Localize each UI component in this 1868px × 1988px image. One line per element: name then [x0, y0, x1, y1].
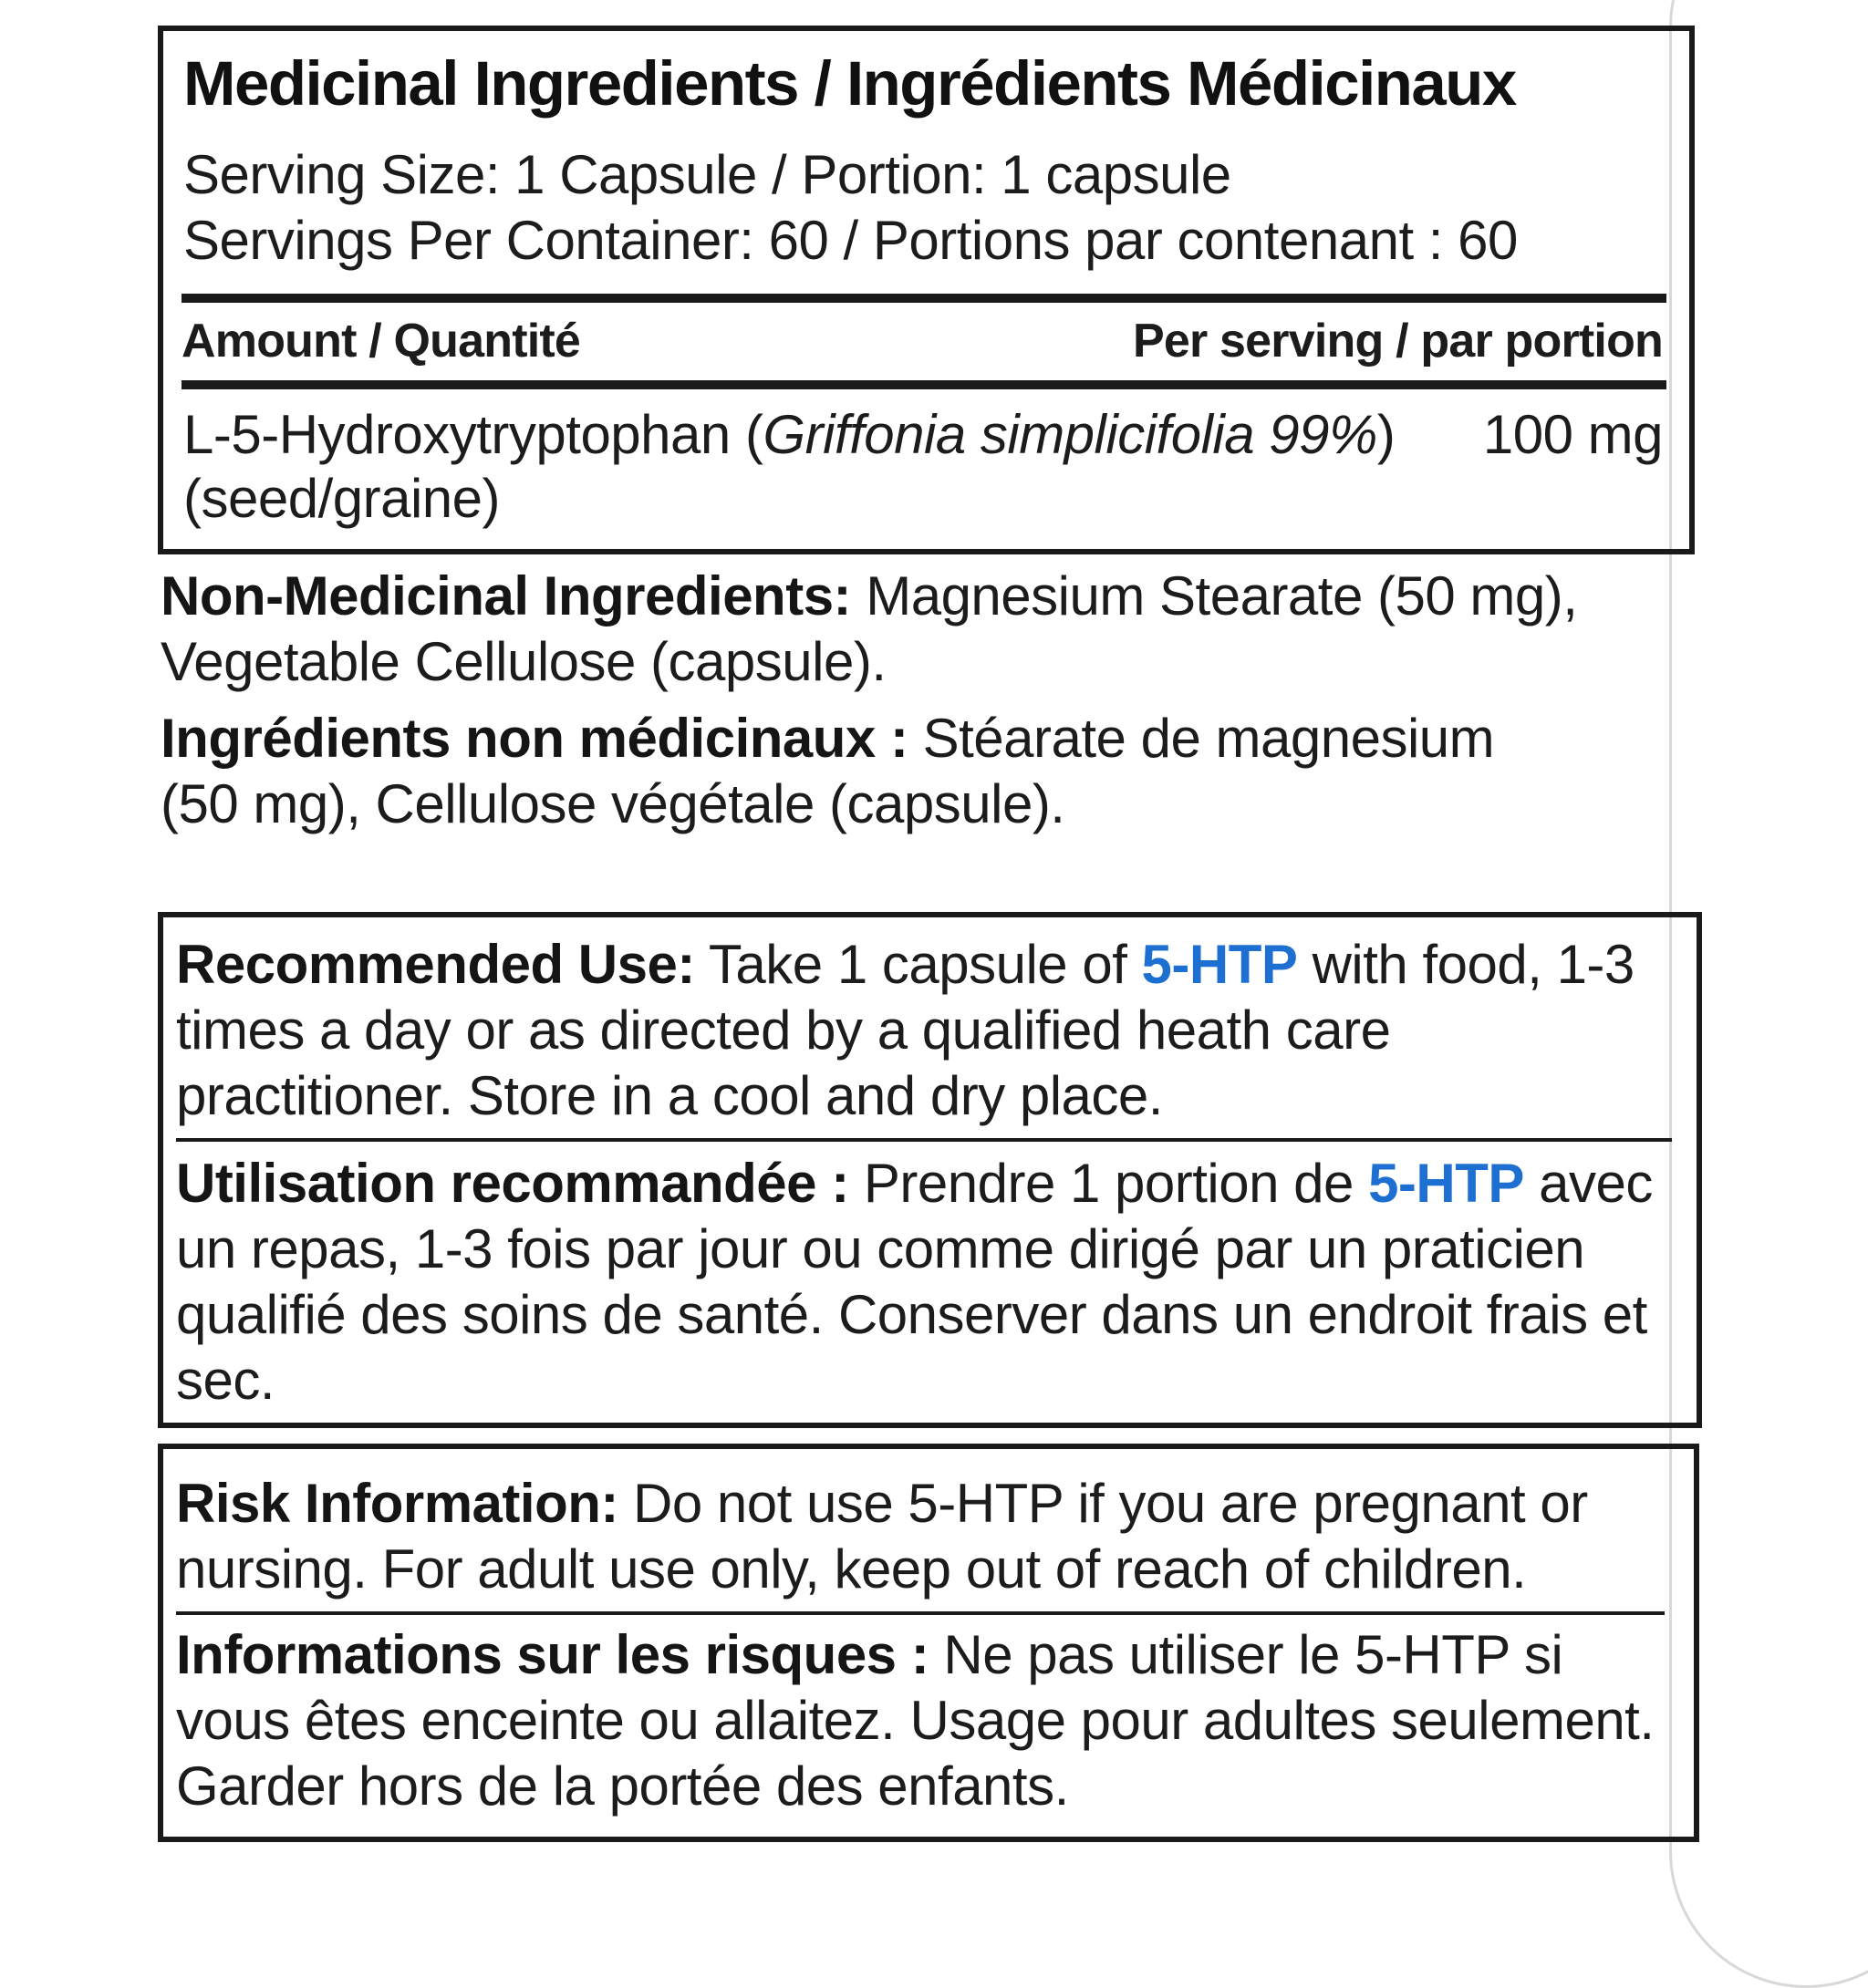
- non-medicinal-en-label: Non-Medicinal Ingredients:: [161, 565, 852, 626]
- risk-information-panel: [158, 1444, 1699, 1842]
- per-serving-column-header: Per serving / par portion: [1132, 315, 1663, 368]
- risk-information-fr: Informations sur les risques : Ne pas utiliser le 5-HTP si vous êtes enceinte ou allaitez. Usage pour adultes seulement. Garder hors de la portée des enfants.: [176, 1624, 1655, 1817]
- column-divider: [182, 380, 1666, 389]
- amount-column-header: Amount / Quantité: [182, 315, 581, 368]
- product-name-highlight: 5-HTP: [1368, 1153, 1524, 1214]
- servings-per-container: Servings Per Container: 60 / Portions par contenant : 60: [183, 210, 1518, 271]
- product-name-highlight: 5-HTP: [1141, 934, 1298, 995]
- recommended-use-fr-label: Utilisation recommandée :: [176, 1153, 849, 1214]
- non-medicinal-fr-label: Ingrédients non médicinaux :: [161, 708, 908, 769]
- non-medicinal-en: Non-Medicinal Ingredients: Magnesium Stearate (50 mg), Vegetable Cellulose (capsule).: [161, 565, 1578, 692]
- medicinal-ingredients-panel: [158, 26, 1695, 554]
- risk-information-fr-label: Informations sur les risques :: [176, 1624, 929, 1685]
- section-divider: [176, 1138, 1672, 1142]
- risk-information-en: Risk Information: Do not use 5-HTP if you are pregnant or nursing. For adult use only, keep out of reach of children.: [176, 1473, 1588, 1600]
- ingredient-name: L-5-Hydroxytryptophan (Griffonia simplicifolia 99%): [183, 404, 1396, 465]
- recommended-use-en-label: Recommended Use:: [176, 934, 695, 995]
- ingredient-source: Griffonia simplicifolia 99%: [763, 404, 1377, 465]
- ingredient-amount: 100 mg: [1482, 404, 1663, 465]
- section-divider: [176, 1611, 1665, 1615]
- recommended-use-en: Recommended Use: Take 1 capsule of 5-HTP with food, 1-3 times a day or as directed by a qualified heath care practitioner. Store in a cool and dry place.: [176, 934, 1634, 1126]
- non-medicinal-fr: Ingrédients non médicinaux : Stéarate de magnesium (50 mg), Cellulose végétale (capsule).: [161, 708, 1495, 834]
- risk-information-en-label: Risk Information:: [176, 1473, 618, 1534]
- recommended-use-fr: Utilisation recommandée : Prendre 1 portion de 5-HTP avec un repas, 1-3 fois par jour ou comme dirigé par un praticien qualifié des soins de santé. Conserver dans un endroit frais et sec.: [176, 1153, 1653, 1411]
- recommended-use-panel: [158, 912, 1702, 1428]
- panel-title: Medicinal Ingredients / Ingrédients Médicinaux: [183, 48, 1516, 119]
- thick-divider: [182, 294, 1666, 303]
- serving-size: Serving Size: 1 Capsule / Portion: 1 capsule: [183, 144, 1231, 205]
- ingredient-part: (seed/graine): [183, 468, 501, 529]
